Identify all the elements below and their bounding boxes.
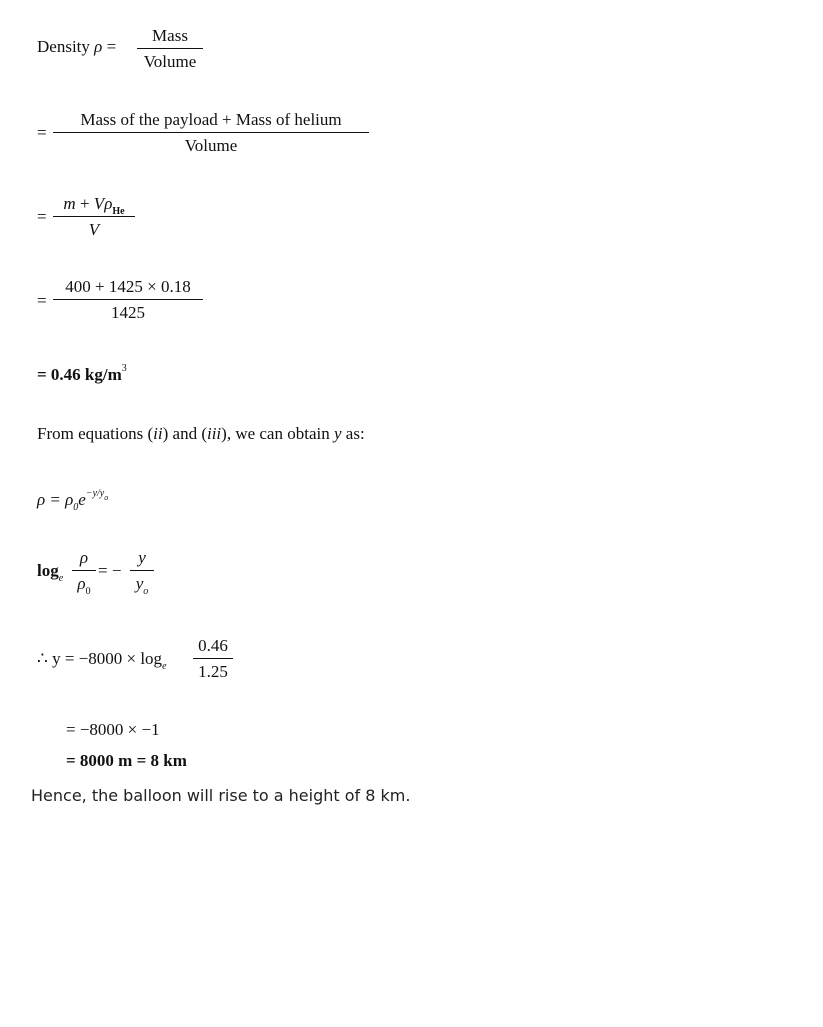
denominator: V [88, 220, 100, 239]
conclusion-text: Hence, the balloon will rise to a height of 8 km. [31, 786, 411, 805]
numerator: Mass of the payload + Mass of helium [80, 110, 342, 129]
numeric-fraction [53, 278, 203, 321]
symbolic-fraction [53, 195, 135, 238]
numerator: y [138, 548, 146, 567]
fraction-bar [130, 570, 154, 571]
fraction-bar [53, 299, 203, 300]
payload-fraction [53, 111, 369, 154]
log-equation-label: $\log_e$ [37, 561, 64, 584]
denominator: 1.25 [198, 662, 228, 681]
fraction-bar [193, 658, 233, 659]
equals-sign: = [37, 291, 47, 310]
numerator: 400 + 1425 × 0.18 [65, 277, 191, 296]
rho-ratio-fraction [72, 548, 96, 597]
density-result: = 0.46 $kg/m^3$ [37, 363, 127, 384]
numerator: $m + V\rho_{He}$ [63, 194, 125, 217]
value-ratio-fraction [193, 637, 233, 680]
equals-sign: = [37, 123, 47, 142]
fraction-bar [53, 132, 369, 133]
density-equation [37, 38, 116, 55]
denominator: $y_o$ [135, 574, 149, 597]
step-two: = 8000 m = 8 km [66, 751, 187, 770]
equals-sign: = [106, 37, 117, 56]
denominator: 1425 [111, 303, 145, 322]
therefore-equation: ∴ $y = -8000 \times \log_e$ [37, 649, 167, 672]
mass-over-volume [137, 27, 203, 70]
numerator: ρ [79, 548, 89, 567]
fraction-bar [72, 570, 96, 571]
equals-sign: = [37, 207, 47, 226]
rho-symbol: ρ [94, 37, 103, 56]
fraction-bar [137, 48, 203, 49]
denominator: Volume [184, 136, 238, 155]
denominator: $\rho_0$ [77, 574, 91, 597]
log-equals-minus: = − [98, 561, 122, 580]
denominator: Volume [143, 52, 197, 71]
density-label: Density [37, 37, 90, 56]
numerator: 0.46 [198, 636, 228, 655]
y-ratio-fraction [130, 548, 154, 597]
exponential-density-equation: $\rho = \rho_0e^{-y/yo}$ [37, 488, 109, 513]
numerator: Mass [152, 26, 188, 45]
from-equations-text: From equations (ii) and (iii), we can obtain y as: [37, 424, 365, 443]
step-one: = −8000 × −1 [66, 720, 160, 739]
